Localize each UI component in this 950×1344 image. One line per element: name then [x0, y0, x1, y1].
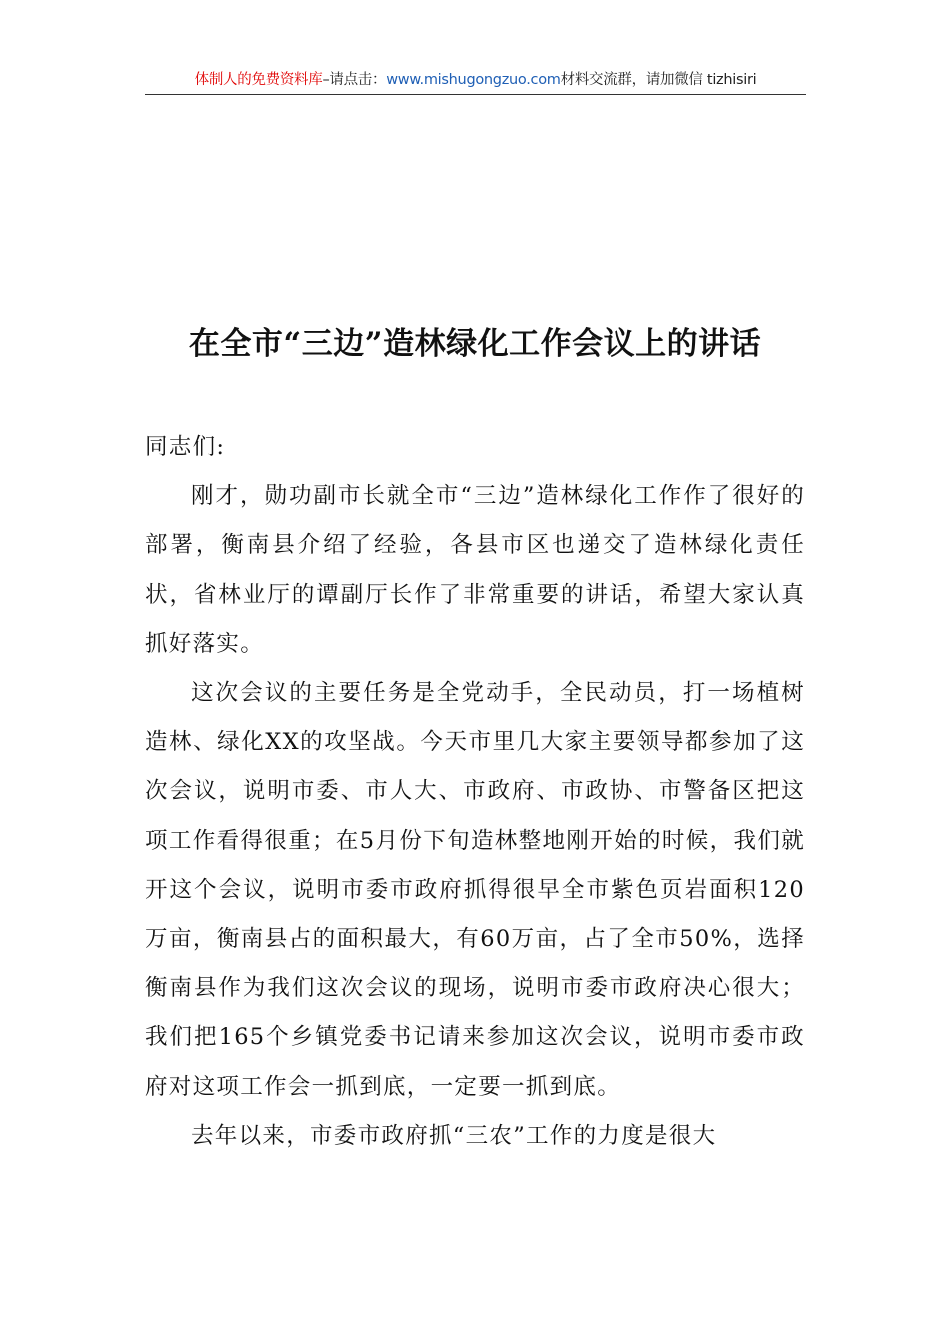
paragraph-1: 刚才，勋功副市长就全市“三边”造林绿化工作作了很好的部署，衡南县介绍了经验，各县市区也递交了造林绿化责任状，省林业厅的谭副厅长作了非常重要的讲话，希望大家认真抓好落实。	[145, 483, 805, 657]
header-url-link[interactable]: www.mishugongzuo.com	[386, 72, 561, 88]
header-group-text: 材料交流群，请加微信 tizhisiri	[560, 72, 757, 88]
document-title: 在全市“三边”造林绿化工作会议上的讲话	[188, 326, 762, 362]
header-site-name: 体制人的免费资料库	[194, 72, 323, 88]
page-header	[145, 66, 806, 95]
paragraph-2: 这次会议的主要任务是全党动手，全民动员，打一场植树造林、绿化XX的攻坚战。今天市里几大家主要领导都参加了这次会议，说明市委、市人大、市政府、市政协、市警备区把这项工作看得很重；在5月份下旬造林整地刚开始的时候，我们就开这个会议，说明市委市政府抓得很早全市紫色页岩面积120万亩，衡南县占的面积最大，有60万亩，占了全市50%，选择衡南县作为我们这次会议的现场，说明市委市政府决心很大；我们把165个乡镇党委书记请来参加这次会议，说明市委市政府对这项工作会一抓到底，一定要一抓到底。	[145, 680, 805, 1100]
salutation: 同志们:	[145, 434, 226, 460]
paragraph-3: 去年以来，市委市政府抓“三农”工作的力度是很大	[191, 1122, 717, 1149]
document-body	[145, 423, 805, 1161]
header-click-prompt: –请点击：	[322, 72, 387, 88]
